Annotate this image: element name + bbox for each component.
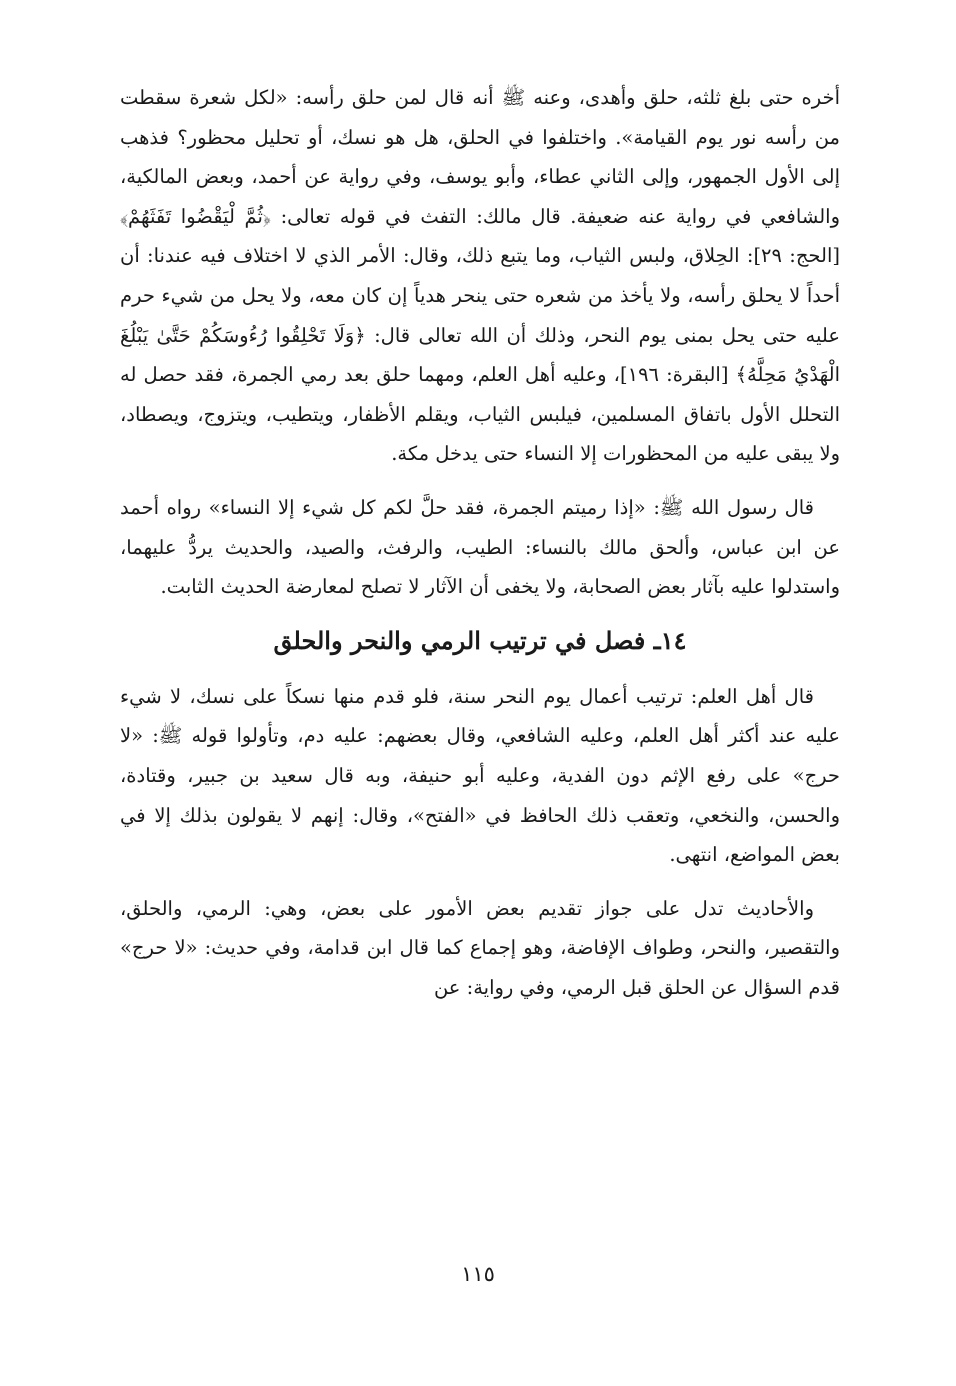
page-body: [120, 78, 840, 1007]
paragraph-gap: [120, 875, 840, 889]
section-heading: ١٤ـ فصل في ترتيب الرمي والنحر والحلق: [273, 625, 687, 655]
paragraph-4: والأحاديث تدل على جواز تقديم بعض الأمور على بعض، وهي: الرمي، والحلق، والتقصير، والنحر، وطواف الإفاضة، وهو إجماع كما قال ابن قدامة، وفي حديث: «لا حرج» قدم السؤال عن الحلق قبل الرمي، وفي رواية: عن: [120, 896, 840, 999]
paragraph-gap: [120, 474, 840, 488]
paragraph-2: قال رسول الله ﷺ: «إذا رميتم الجمرة، فقد حلَّ لكم كل شيء إلا النساء» رواه أحمد عن ابن عباس، وألحق مالك بالنساء: الطيب، والرفث، والصيد، والحديث يردُّ عليهما، واستدلوا عليه بآثار بعض الصحابة، ولا يخفى أن الآثار لا تصلح لمعارضة الحديث الثابت.: [120, 495, 840, 599]
paragraph-1: أخره حتى بلغ ثلثه، حلق وأهدى، وعنه ﷺ أنه قال لمن حلق رأسه: «لكل شعرة سقطت من رأسه نور يوم القيامة». واختلفوا في الحلق، هل هو نسك، أو تحليل محظور؟ فذهب إلى الأول الجمهور، وإلى الثاني عطاء، وأبو يوسف، وفي رواية عن أحمد، وبعض المالكية، والشافعي في رواية عنه ضعيفة. قال مالك: التفث في قوله تعالى: ﴿ثُمَّ لْيَقْضُوا تَفَثَهُمْ﴾ [الحج: ٢٩]: الحِلاق، ولبس الثياب، وما يتبع ذلك، وقال: الأمر الذي لا اختلاف فيه عندنا: أن أحداً لا يحلق رأسه، ولا يأخذ من شعره حتى ينحر هدياً إن كان معه، ولا يحل من شيء حرم عليه حتى يحل بمنى يوم النحر، وذلك أن الله تعالى قال: ﴿وَلَا تَحْلِقُوا رُءُوسَكُمْ حَتَّىٰ يَبْلُغَ الْهَدْيُ مَحِلَّهُ﴾ [البقرة: ١٩٦]، وعليه أهل العلم، ومهما حلق بعد رمي الجمرة، فقد حصل له التحلل الأول باتفاق المسلمين، فيلبس الثياب، ويقلم الأظفار، ويتطيب، ويتزوج، ويصطاد، ولا يبقى عليه من المحظورات إلا النساء حتى يدخل مكة.: [120, 86, 840, 466]
page-number: ١١٥: [461, 1262, 495, 1286]
paragraph-3: قال أهل العلم: ترتيب أعمال يوم النحر سنة، فلو قدم منها نسكاً على نسك، لا شيء عليه عند أكثر أهل العلم، وعليه الشافعي، وقال بعضهم: عليه دم، وتأولوا قوله ﷺ: «لا حرج» على رفع الإثم دون الفدية، وعليه أبو حنيفة، وبه قال سعيد بن جبير، وقتادة، والحسن، والنخعي، وتعقب ذلك الحافظ في «الفتح»، وقال: إنهم لا يقولون بذلك إلا في بعض المواضع، انتهى.: [120, 684, 840, 867]
